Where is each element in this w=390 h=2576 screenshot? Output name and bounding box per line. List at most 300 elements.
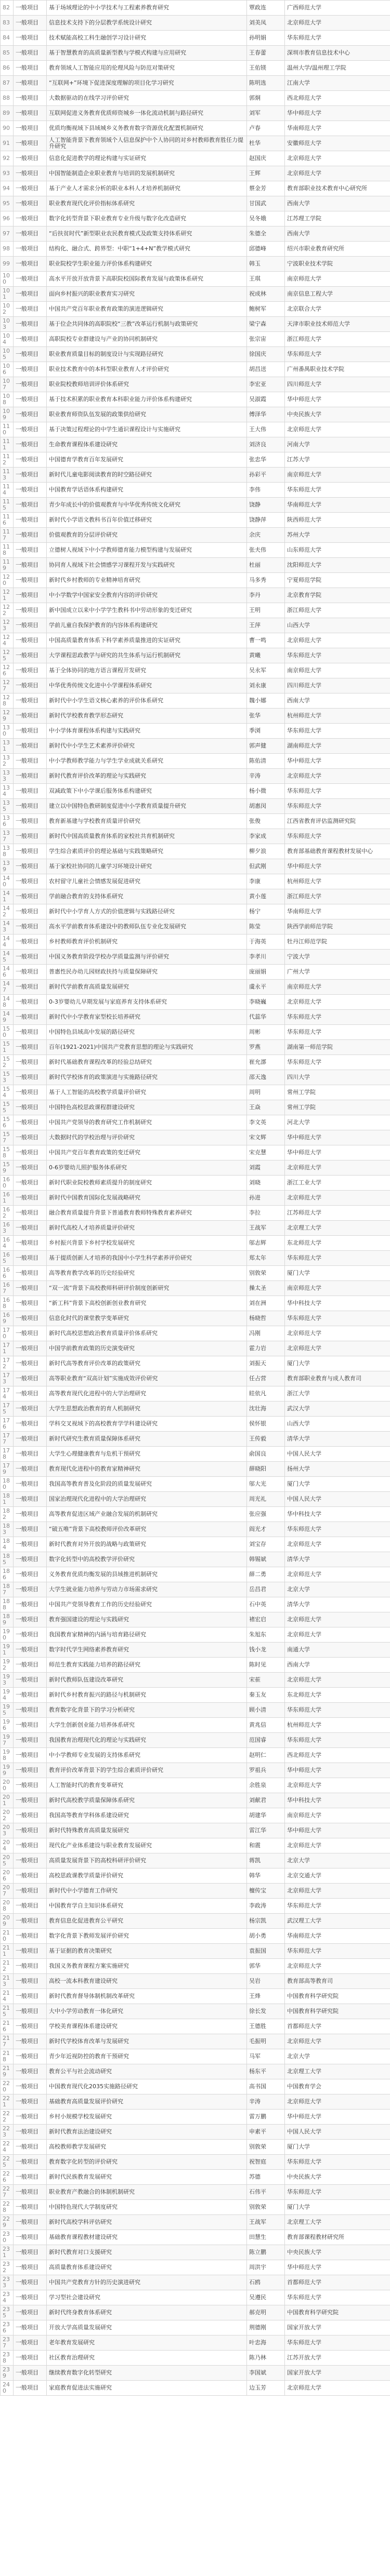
project-lead: 韩华 <box>247 1868 285 1884</box>
project-lead: 李拉 <box>247 1206 285 1221</box>
table-row <box>1 1160 390 1176</box>
project-title: “互联网+”环境下促进深度理解的项目化学习研究 <box>47 76 247 91</box>
project-organization: 华中师范大学 <box>285 2110 390 2125</box>
project-type: 一般项目 <box>14 1914 47 1929</box>
table-row <box>1 874 390 889</box>
project-title: 高等教育促进区域产业融合发展的机制研究 <box>47 1507 247 1522</box>
project-type: 一般项目 <box>14 2335 47 2351</box>
project-type: 一般项目 <box>14 1402 47 1417</box>
table-row <box>1 226 390 242</box>
project-title: 面向乡村振兴的职业教育实习研究 <box>47 287 247 302</box>
project-lead: 梁宁森 <box>247 317 285 332</box>
project-organization: 陕西师范大学 <box>285 513 390 528</box>
project-type: 一般项目 <box>14 31 47 46</box>
table-row <box>1 558 390 573</box>
project-type: 一般项目 <box>14 362 47 377</box>
project-title: 教育评价改革背景下的学生综合素质评价研究 <box>47 1763 247 1778</box>
table-row <box>1 1733 390 1748</box>
project-organization: 浙江师范大学 <box>285 603 390 618</box>
project-title: 中国共产党教育方针的历史演进研究 <box>47 2275 247 2290</box>
table-row <box>1 1643 390 1658</box>
project-organization: 华东师范大学 <box>285 1055 390 1070</box>
row-number: 148 <box>1 995 14 1010</box>
project-title: 基于智慧教育的高质量新型教与学模式构建与应用研究 <box>47 46 247 61</box>
table-row <box>1 1371 390 1386</box>
project-title: 职业院校教师培训评价体系研究 <box>47 377 247 392</box>
project-title: 结构化、融合式、跨界型：中职“1+4+N”教学模式研究 <box>47 242 247 257</box>
table-row <box>1 1537 390 1552</box>
project-organization: 北京师范大学 <box>285 2381 390 2396</box>
table-row <box>1 1236 390 1251</box>
project-organization: 教育部高等教育司 <box>285 1974 390 1989</box>
table-row <box>1 889 390 904</box>
table-row <box>1 1115 390 1130</box>
project-organization: 厦门大学 <box>285 2200 390 2215</box>
row-number: 214 <box>1 1989 14 2004</box>
project-organization: 四川师范大学 <box>285 678 390 693</box>
project-lead: 辛涛 <box>247 769 285 784</box>
row-number: 151 <box>1 1040 14 1055</box>
project-title: 基于全体协同的地方语言课程开发研究 <box>47 663 247 678</box>
project-title: 基于技术积累的职业教育本科职业能力评价体系构建研究 <box>47 392 247 407</box>
table-row <box>1 1853 390 1868</box>
project-organization: 清华大学 <box>285 1552 390 1567</box>
project-lead: 苏德 <box>247 2170 285 2185</box>
project-organization: 厦门大学 <box>285 1356 390 1371</box>
row-number: 195 <box>1 1703 14 1718</box>
row-number: 212 <box>1 1959 14 1974</box>
table-row <box>1 1176 390 1191</box>
project-type: 一般项目 <box>14 2200 47 2215</box>
row-number: 131 <box>1 739 14 754</box>
row-number: 187 <box>1 1582 14 1597</box>
row-number: 108 <box>1 392 14 407</box>
table-row <box>1 1432 390 1447</box>
table-row <box>1 2305 390 2320</box>
project-title: 学生综合素质评价的理论基础与实践策略研究 <box>47 844 247 859</box>
project-title: 我国教育治理现代化的理论与实践研究 <box>47 1733 247 1748</box>
project-title: 开放大学高质量发展研究 <box>47 2320 247 2335</box>
project-title: 师范生教育实践能力培养的路径研究 <box>47 1658 247 1673</box>
row-number: 183 <box>1 1522 14 1537</box>
table-row <box>1 724 390 739</box>
project-lead: 霍力岩 <box>247 1341 285 1356</box>
table-row <box>1 407 390 422</box>
project-organization: 北京理工大学 <box>285 2215 390 2230</box>
project-type: 一般项目 <box>14 468 47 483</box>
table-row <box>1 422 390 437</box>
table-row <box>1 1145 390 1160</box>
project-lead: 徐长发 <box>247 2004 285 2019</box>
project-lead: 张华 <box>247 709 285 724</box>
project-organization: 华东师范大学 <box>285 2185 390 2200</box>
table-row <box>1 2260 390 2275</box>
project-type: 一般项目 <box>14 558 47 573</box>
project-title: 数字化转型背景下职业教育专业升级与数字化改造研究 <box>47 211 247 226</box>
row-number: 135 <box>1 799 14 814</box>
project-organization: 苏州大学 <box>285 528 390 543</box>
project-organization: 南京师范大学 <box>285 468 390 483</box>
table-row <box>1 46 390 61</box>
project-type: 一般项目 <box>14 2320 47 2335</box>
project-organization: 教育部课程教材研究所 <box>285 2230 390 2245</box>
table-row <box>1 1025 390 1040</box>
project-lead: 别敦荣 <box>247 1266 285 1281</box>
project-lead: 陈明选 <box>247 76 285 91</box>
project-type: 一般项目 <box>14 950 47 965</box>
project-title: 中国德育学教育百年发展研究 <box>47 452 247 468</box>
project-organization: 湖南第一师范学院 <box>285 1040 390 1055</box>
row-number: 91 <box>1 136 14 151</box>
table-row <box>1 1688 390 1703</box>
project-type: 一般项目 <box>14 1281 47 1296</box>
project-title: 数字化转型中的高校教学评价研究 <box>47 1552 247 1567</box>
project-type: 一般项目 <box>14 1793 47 1808</box>
project-type: 一般项目 <box>14 1597 47 1612</box>
project-type: 一般项目 <box>14 498 47 513</box>
project-type: 一般项目 <box>14 693 47 709</box>
table-row <box>1 1884 390 1899</box>
table-row <box>1 784 390 799</box>
project-title: 高等教育现代化进程中的大学治理研究 <box>47 1386 247 1402</box>
project-organization: 北京师范大学 <box>285 1567 390 1582</box>
project-lead: 刘军 <box>247 106 285 121</box>
project-title: 新时代教育督导体制机制改革研究 <box>47 1989 247 2004</box>
row-number: 103 <box>1 317 14 332</box>
project-lead: 陈时见 <box>247 1658 285 1673</box>
table-row <box>1 1492 390 1507</box>
project-organization: 北京师范大学 <box>285 1537 390 1552</box>
table-row <box>1 1462 390 1477</box>
project-title: 新时代高校教学质量保障体系研究 <box>47 1793 247 1808</box>
table-row <box>1 1311 390 1326</box>
project-type: 一般项目 <box>14 663 47 678</box>
project-type: 一般项目 <box>14 543 47 558</box>
row-number: 188 <box>1 1597 14 1612</box>
project-type: 一般项目 <box>14 1115 47 1130</box>
project-lead: 刘宝存 <box>247 1537 285 1552</box>
row-number: 179 <box>1 1462 14 1477</box>
project-organization: 华中师范大学 <box>285 859 390 874</box>
project-type: 一般项目 <box>14 1703 47 1718</box>
project-lead: 余胜泉 <box>247 1778 285 1793</box>
project-type: 一般项目 <box>14 1643 47 1658</box>
project-lead: 毛振明 <box>247 2034 285 2049</box>
project-title: 中国共产党百年职业教育政策的演进逻辑研究 <box>47 302 247 317</box>
project-type: 一般项目 <box>14 995 47 1010</box>
table-row <box>1 1206 390 1221</box>
project-title: 高校思政课教学质量评价研究 <box>47 1868 247 1884</box>
project-lead: 操太圣 <box>247 1281 285 1296</box>
row-number: 92 <box>1 151 14 166</box>
project-lead: 杨小微 <box>247 784 285 799</box>
table-row <box>1 1221 390 1236</box>
project-type: 一般项目 <box>14 1658 47 1673</box>
project-type: 一般项目 <box>14 754 47 769</box>
project-lead: 罗燕 <box>247 1040 285 1055</box>
project-type: 一般项目 <box>14 2064 47 2079</box>
project-type: 一般项目 <box>14 2290 47 2305</box>
project-organization: 华中师范大学 <box>285 1763 390 1778</box>
project-title: 大学生就业能力培养与劳动力市场需求研究 <box>47 1582 247 1597</box>
table-row <box>1 1402 390 1417</box>
project-organization: 北京大学 <box>285 2049 390 2064</box>
project-type: 一般项目 <box>14 1025 47 1040</box>
project-organization: 中国人民大学 <box>285 2125 390 2140</box>
table-row <box>1 919 390 935</box>
row-number: 202 <box>1 1808 14 1823</box>
project-type: 一般项目 <box>14 1070 47 1085</box>
project-title: 中小学体育课程体系构建与实践研究 <box>47 724 247 739</box>
table-row <box>1 995 390 1010</box>
project-lead: 朱旭东 <box>247 1627 285 1643</box>
project-lead: 王战军 <box>247 2215 285 2230</box>
project-organization: 武汉大学 <box>285 1402 390 1417</box>
project-organization: 北京师范大学 <box>285 166 390 181</box>
table-row <box>1 935 390 950</box>
project-type: 一般项目 <box>14 2094 47 2110</box>
project-title: 百年(1921-2021)中国共产党教育思想的理论与实践研究 <box>47 1040 247 1055</box>
row-number: 210 <box>1 1929 14 1944</box>
project-lead: 张夫伟 <box>247 543 285 558</box>
project-lead: 刘美凤 <box>247 16 285 31</box>
project-organization: 中央民族大学 <box>285 407 390 422</box>
table-row <box>1 151 390 166</box>
table-row <box>1 528 390 543</box>
row-number: 224 <box>1 2140 14 2155</box>
project-type: 一般项目 <box>14 2351 47 2366</box>
project-title: 优质均衡视域下县域城乡义务教育数字资源优化配置机制研究 <box>47 121 247 136</box>
project-organization: 北京师范大学 <box>285 1838 390 1853</box>
row-number: 105 <box>1 347 14 362</box>
table-row <box>1 2125 390 2140</box>
project-title: 信息化时代的课堂教学变革研究 <box>47 1311 247 1326</box>
project-title: 互联网促进义务教育优质师资城乡一体化流动机制与路径研究 <box>47 106 247 121</box>
project-title: 新时代基础教育课程改革的经验总结研究 <box>47 1055 247 1070</box>
project-title: 我国义务教育课程方案实施研究 <box>47 1959 247 1974</box>
project-organization: 北京师范大学 <box>285 633 390 648</box>
row-number: 104 <box>1 332 14 347</box>
table-row <box>1 1191 390 1206</box>
project-lead: 黄兆信 <box>247 1718 285 1733</box>
table-row <box>1 2351 390 2366</box>
project-lead: 甘国武 <box>247 196 285 211</box>
table-row <box>1 1281 390 1296</box>
project-lead: 郭声健 <box>247 739 285 754</box>
project-type: 一般项目 <box>14 1386 47 1402</box>
table-row <box>1 1251 390 1266</box>
project-type: 一般项目 <box>14 483 47 498</box>
project-type: 一般项目 <box>14 648 47 663</box>
project-lead: 刘献君 <box>247 1793 285 1808</box>
project-type: 一般项目 <box>14 814 47 829</box>
project-type: 一般项目 <box>14 1884 47 1899</box>
row-number: 240 <box>1 2381 14 2396</box>
project-organization: 华东师范大学 <box>285 648 390 663</box>
project-organization: 西北师范大学 <box>285 91 390 106</box>
project-lead: 郑太年 <box>247 1251 285 1266</box>
project-lead: 杨晓哲 <box>247 1311 285 1326</box>
project-lead: 吴遵民 <box>247 2290 285 2305</box>
row-number: 133 <box>1 769 14 784</box>
table-row <box>1 1477 390 1492</box>
row-number: 141 <box>1 889 14 904</box>
row-number: 155 <box>1 1100 14 1115</box>
table-row <box>1 2335 390 2351</box>
project-organization: 清华大学 <box>285 1432 390 1447</box>
project-type: 一般项目 <box>14 1010 47 1025</box>
project-lead: 王明 <box>247 603 285 618</box>
row-number: 192 <box>1 1658 14 1673</box>
project-type: 一般项目 <box>14 2155 47 2170</box>
project-organization: 北京师范大学 <box>285 2034 390 2049</box>
row-number: 142 <box>1 904 14 919</box>
project-title: 青少年成长中的价值观教育与中华优秀传统文化研究 <box>47 498 247 513</box>
project-type: 一般项目 <box>14 91 47 106</box>
project-organization: 西南大学 <box>285 226 390 242</box>
row-number: 164 <box>1 1236 14 1251</box>
table-row <box>1 965 390 980</box>
project-organization: 江南大学 <box>285 76 390 91</box>
row-number: 157 <box>1 1130 14 1145</box>
project-title: 大数据时代的学校治理与评价研究 <box>47 1130 247 1145</box>
project-type: 一般项目 <box>14 347 47 362</box>
project-title: “后扶贫时代”新型职业农民教育模式及政策支持体系研究 <box>47 226 247 242</box>
table-row <box>1 904 390 919</box>
project-organization: 江苏开放大学 <box>285 2351 390 2366</box>
project-organization: 北京教育学院 <box>285 588 390 603</box>
project-lead: 和震 <box>247 1838 285 1853</box>
project-lead: 宋克慧 <box>247 1145 285 1160</box>
project-organization: 华南师范大学 <box>285 1929 390 1944</box>
project-title: 新时代高校学科评估研究 <box>47 2215 247 2230</box>
row-number: 197 <box>1 1733 14 1748</box>
project-title: 新时代研究生教育质量保障体系研究 <box>47 1432 247 1447</box>
project-title: 基于产业人才需求分析的职业本科人才培养机制研究 <box>47 181 247 196</box>
table-row <box>1 302 390 317</box>
table-row <box>1 196 390 211</box>
project-organization: 华东师范大学 <box>285 31 390 46</box>
project-lead: 雷江华 <box>247 1823 285 1838</box>
row-number: 98 <box>1 242 14 257</box>
row-number: 85 <box>1 46 14 61</box>
row-number: 172 <box>1 1356 14 1371</box>
project-lead: 曹一鸣 <box>247 633 285 648</box>
project-title: 乡村小规模学校发展研究 <box>47 2110 247 2125</box>
project-organization: 首都师范大学 <box>285 2275 390 2290</box>
row-number: 200 <box>1 1778 14 1793</box>
row-number: 239 <box>1 2366 14 2381</box>
row-number: 166 <box>1 1266 14 1281</box>
project-title: 普惠性民办幼儿园财政扶持与质量保障研究 <box>47 965 247 980</box>
project-lead: 薛晓阳 <box>247 1462 285 1477</box>
project-organization: 华东师范大学 <box>285 347 390 362</box>
row-number: 147 <box>1 980 14 995</box>
project-type: 一般项目 <box>14 573 47 588</box>
row-number: 101 <box>1 287 14 302</box>
table-row <box>1 2215 390 2230</box>
project-type: 一般项目 <box>14 844 47 859</box>
project-lead: 王萍 <box>247 618 285 633</box>
project-type: 一般项目 <box>14 2245 47 2260</box>
project-type: 一般项目 <box>14 211 47 226</box>
project-lead: 李伟 <box>247 483 285 498</box>
project-lead: 张忠华 <box>247 452 285 468</box>
project-type: 一般项目 <box>14 1296 47 1311</box>
row-number: 156 <box>1 1115 14 1130</box>
project-organization: 教育部职业教育与成人教育司 <box>285 1371 390 1386</box>
project-type: 一般项目 <box>14 1673 47 1688</box>
row-number: 193 <box>1 1673 14 1688</box>
project-title: 高等职业教育“双高计划”实施成效评价研究 <box>47 1371 247 1386</box>
table-row <box>1 2170 390 2185</box>
project-organization: 常州工学院 <box>285 1085 390 1100</box>
project-type: 一般项目 <box>14 1899 47 1914</box>
project-type: 一般项目 <box>14 1326 47 1341</box>
table-row <box>1 483 390 498</box>
project-title: 新中国成立以来中小学学生教科书中劳动形象的变迁研究 <box>47 603 247 618</box>
project-lead: 罗祖兵 <box>247 1763 285 1778</box>
project-organization: 北京大学 <box>285 1582 390 1597</box>
project-title: 信息化促进教学的理论构建与实证研究 <box>47 151 247 166</box>
project-type: 一般项目 <box>14 904 47 919</box>
project-title: 农村留守儿童社会情感发展促进研究 <box>47 874 247 889</box>
project-lead: 余庆 <box>247 528 285 543</box>
project-lead: 秦玉友 <box>247 1688 285 1703</box>
project-title: 高职院校专业群建设与产业的协同机制研究 <box>47 332 247 347</box>
row-number: 158 <box>1 1145 14 1160</box>
project-title: 基于家校社协同的儿童学习环境设计研究 <box>47 859 247 874</box>
row-number: 109 <box>1 407 14 422</box>
project-lead: 虞永平 <box>247 980 285 995</box>
project-lead: 孙明娟 <box>247 31 285 46</box>
table-row <box>1 1582 390 1597</box>
project-title: 建立以中国特色教研制度促进中小学教育质量提升研究 <box>47 799 247 814</box>
project-type: 一般项目 <box>14 1974 47 1989</box>
project-lead: 饶静萍 <box>247 513 285 528</box>
project-lead: 王战军 <box>247 1221 285 1236</box>
project-lead: 王焱 <box>247 1100 285 1115</box>
project-organization: 厦门大学 <box>285 1266 390 1281</box>
project-organization: 四川师范大学 <box>285 377 390 392</box>
project-organization: 深圳市教育信息技术中心 <box>285 46 390 61</box>
project-type: 一般项目 <box>14 980 47 995</box>
table-row <box>1 603 390 618</box>
project-lead: 覃政连 <box>247 1 285 16</box>
project-title: “破五唯”背景下高校教师评价改革研究 <box>47 1522 247 1537</box>
project-lead: 陈乃林 <box>247 2351 285 2366</box>
row-number: 176 <box>1 1417 14 1432</box>
project-type: 一般项目 <box>14 272 47 287</box>
project-organization: 江苏理工学院 <box>285 211 390 226</box>
project-list-body <box>1 1 390 2396</box>
row-number: 198 <box>1 1748 14 1763</box>
project-type: 一般项目 <box>14 1462 47 1477</box>
project-title: 大学生思想政治教育的育人机制研究 <box>47 1402 247 1417</box>
row-number: 139 <box>1 859 14 874</box>
project-lead: 周光礼 <box>247 1492 285 1507</box>
table-row <box>1 1703 390 1718</box>
project-type: 一般项目 <box>14 829 47 844</box>
project-type: 一般项目 <box>14 1371 47 1386</box>
row-number: 137 <box>1 829 14 844</box>
project-title: 新时代教师队伍建设改革研究 <box>47 1673 247 1688</box>
project-lead: 褚宏启 <box>247 1612 285 1627</box>
project-title: 新时代特殊教育高质量发展研究 <box>47 1823 247 1838</box>
project-lead: 郝克明 <box>247 2305 285 2320</box>
table-row <box>1 1130 390 1145</box>
project-organization: 华东师范大学 <box>285 1311 390 1326</box>
